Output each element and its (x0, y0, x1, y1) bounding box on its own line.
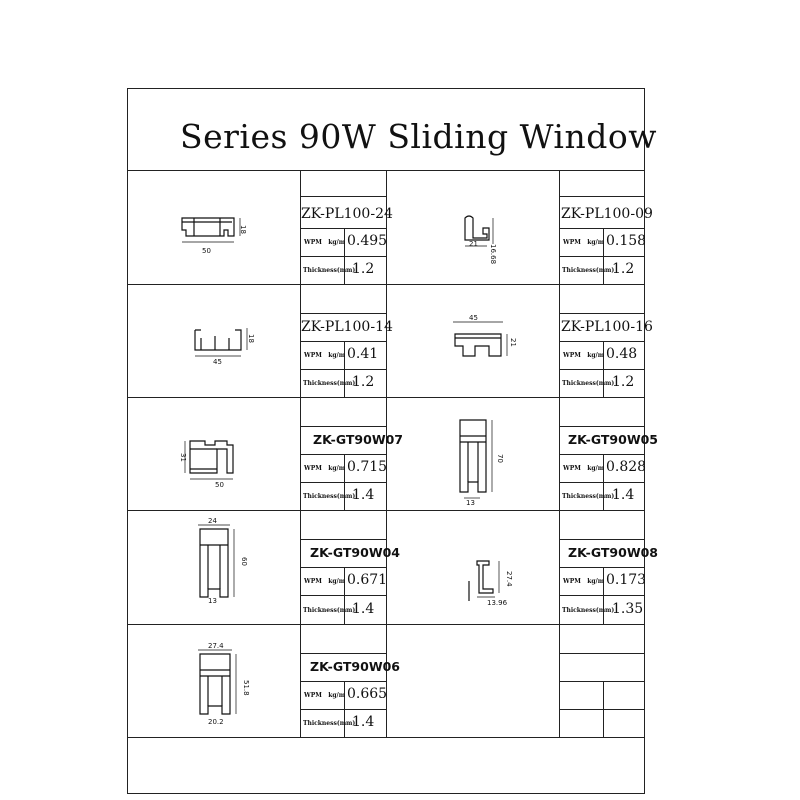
spec-col-divider (603, 454, 604, 510)
wpm-label: WPM (304, 578, 322, 585)
empty-divider (559, 653, 645, 654)
profile-drawing-gt90w04 (190, 515, 260, 610)
profile-drawing-gt90w05 (450, 412, 530, 507)
wpm-value: 0.715 (347, 459, 388, 475)
dim-label: 50 (215, 481, 224, 489)
wpm-label: WPM (304, 352, 322, 359)
spec-divider (300, 595, 386, 596)
unit-label: kg/m (328, 692, 346, 699)
thickness-value: 1.4 (352, 487, 375, 503)
unit-label: kg/m (587, 465, 605, 472)
unit-label: kg/m (328, 239, 346, 246)
unit-label: kg/m (587, 239, 605, 246)
spec-divider (559, 228, 645, 229)
dim-label: 27.4 (505, 571, 513, 587)
profile-code: ZK-PL100-24 (301, 206, 393, 222)
dim-label: 24 (208, 517, 217, 525)
thickness-label: Thickness(mm) (303, 607, 356, 614)
col-divider (386, 170, 387, 737)
empty-col-divider (603, 681, 604, 737)
dim-label: 20.2 (208, 718, 224, 726)
empty-divider (559, 709, 645, 710)
page-title: Series 90W Sliding Window (180, 117, 657, 156)
unit-label: kg/m (328, 578, 346, 585)
thickness-label: Thickness(mm) (562, 380, 615, 387)
spec-col-divider (603, 228, 604, 284)
spec-divider (300, 681, 386, 682)
profile-drawing-pl100-09 (455, 210, 515, 265)
profile-code: ZK-GT90W07 (313, 432, 403, 447)
dim-label: 18 (239, 225, 247, 234)
thickness-label: Thickness(mm) (303, 493, 356, 500)
spec-col-divider (603, 567, 604, 624)
thickness-value: 1.4 (612, 487, 635, 503)
profile-code: ZK-GT90W04 (310, 545, 400, 560)
wpm-value: 0.828 (606, 459, 647, 475)
row-divider (127, 737, 645, 738)
spec-divider (559, 256, 645, 257)
wpm-value: 0.495 (347, 233, 388, 249)
spec-col-divider (344, 567, 345, 624)
spec-divider (300, 567, 386, 568)
profile-drawing-pl100-24 (172, 210, 252, 260)
spec-col-divider (344, 454, 345, 510)
dim-label: 27.4 (208, 642, 224, 650)
wpm-value: 0.671 (347, 572, 388, 588)
dim-label: 51.8 (242, 680, 250, 696)
dim-label: 45 (469, 314, 478, 322)
spec-divider (300, 482, 386, 483)
unit-label: kg/m (328, 352, 346, 359)
wpm-label: WPM (563, 352, 581, 359)
wpm-value: 0.173 (606, 572, 647, 588)
thickness-value: 1.35 (612, 601, 644, 617)
title-box (128, 89, 657, 171)
wpm-label: WPM (304, 692, 322, 699)
dim-label: 70 (496, 454, 504, 463)
thickness-value: 1.2 (612, 374, 635, 390)
spec-divider (300, 196, 386, 197)
spec-col-divider (344, 228, 345, 284)
spec-divider (559, 426, 645, 427)
profile-code: ZK-PL100-16 (561, 319, 653, 335)
profile-code: ZK-PL100-09 (561, 206, 653, 222)
spec-divider (559, 454, 645, 455)
profile-drawing-pl100-16 (445, 312, 525, 367)
wpm-label: WPM (563, 578, 581, 585)
wpm-value: 0.158 (606, 233, 647, 249)
dim-label: 31 (179, 453, 187, 462)
spec-divider (300, 228, 386, 229)
thickness-value: 1.2 (352, 261, 375, 277)
unit-label: kg/m (328, 465, 346, 472)
spec-col-divider (603, 341, 604, 397)
dim-label: 18 (247, 334, 255, 343)
dim-label: 50 (202, 247, 211, 255)
profile-drawing-gt90w07 (175, 435, 255, 490)
thickness-value: 1.4 (352, 714, 375, 730)
thickness-label: Thickness(mm) (562, 493, 615, 500)
profile-drawing-gt90w08 (465, 555, 535, 610)
dim-label: 16.68 (489, 244, 497, 265)
thickness-label: Thickness(mm) (562, 607, 615, 614)
spec-divider (300, 426, 386, 427)
spec-divider (300, 313, 386, 314)
wpm-value: 0.48 (606, 346, 638, 362)
thickness-value: 1.2 (352, 374, 375, 390)
spec-divider (559, 539, 645, 540)
wpm-label: WPM (304, 465, 322, 472)
wpm-value: 0.41 (347, 346, 379, 362)
thickness-label: Thickness(mm) (303, 267, 356, 274)
spec-divider (559, 567, 645, 568)
spec-divider (300, 454, 386, 455)
thickness-label: Thickness(mm) (562, 267, 615, 274)
dim-label: 13.96 (487, 599, 508, 607)
spec-divider (559, 595, 645, 596)
profile-drawing-pl100-14 (185, 322, 265, 367)
profile-code: ZK-PL100-14 (301, 319, 393, 335)
profile-code: ZK-GT90W06 (310, 659, 400, 674)
profile-drawing-gt90w06 (190, 642, 260, 732)
unit-label: kg/m (587, 352, 605, 359)
empty-divider (559, 681, 645, 682)
spec-col-divider (344, 341, 345, 397)
spec-col-divider (344, 681, 345, 737)
spec-divider (559, 369, 645, 370)
spec-divider (300, 341, 386, 342)
spec-divider (559, 196, 645, 197)
spec-divider (300, 256, 386, 257)
thickness-value: 1.4 (352, 601, 375, 617)
wpm-label: WPM (304, 239, 322, 246)
spec-divider (559, 341, 645, 342)
spec-divider (300, 539, 386, 540)
profile-code: ZK-GT90W08 (568, 545, 658, 560)
spec-divider (300, 369, 386, 370)
dim-label: 60 (240, 557, 248, 566)
spec-divider (559, 313, 645, 314)
thickness-label: Thickness(mm) (303, 720, 356, 727)
dim-label: 21 (469, 240, 478, 248)
wpm-value: 0.665 (347, 686, 388, 702)
unit-label: kg/m (587, 578, 605, 585)
spec-divider (300, 653, 386, 654)
dim-label: 21 (509, 338, 517, 347)
dim-label: 45 (213, 358, 222, 366)
spec-divider (559, 482, 645, 483)
wpm-label: WPM (563, 465, 581, 472)
thickness-value: 1.2 (612, 261, 635, 277)
dim-label: 13 (208, 597, 217, 605)
profile-code: ZK-GT90W05 (568, 432, 658, 447)
thickness-label: Thickness(mm) (303, 380, 356, 387)
spec-divider (300, 709, 386, 710)
dim-label: 13 (466, 499, 475, 507)
wpm-label: WPM (563, 239, 581, 246)
